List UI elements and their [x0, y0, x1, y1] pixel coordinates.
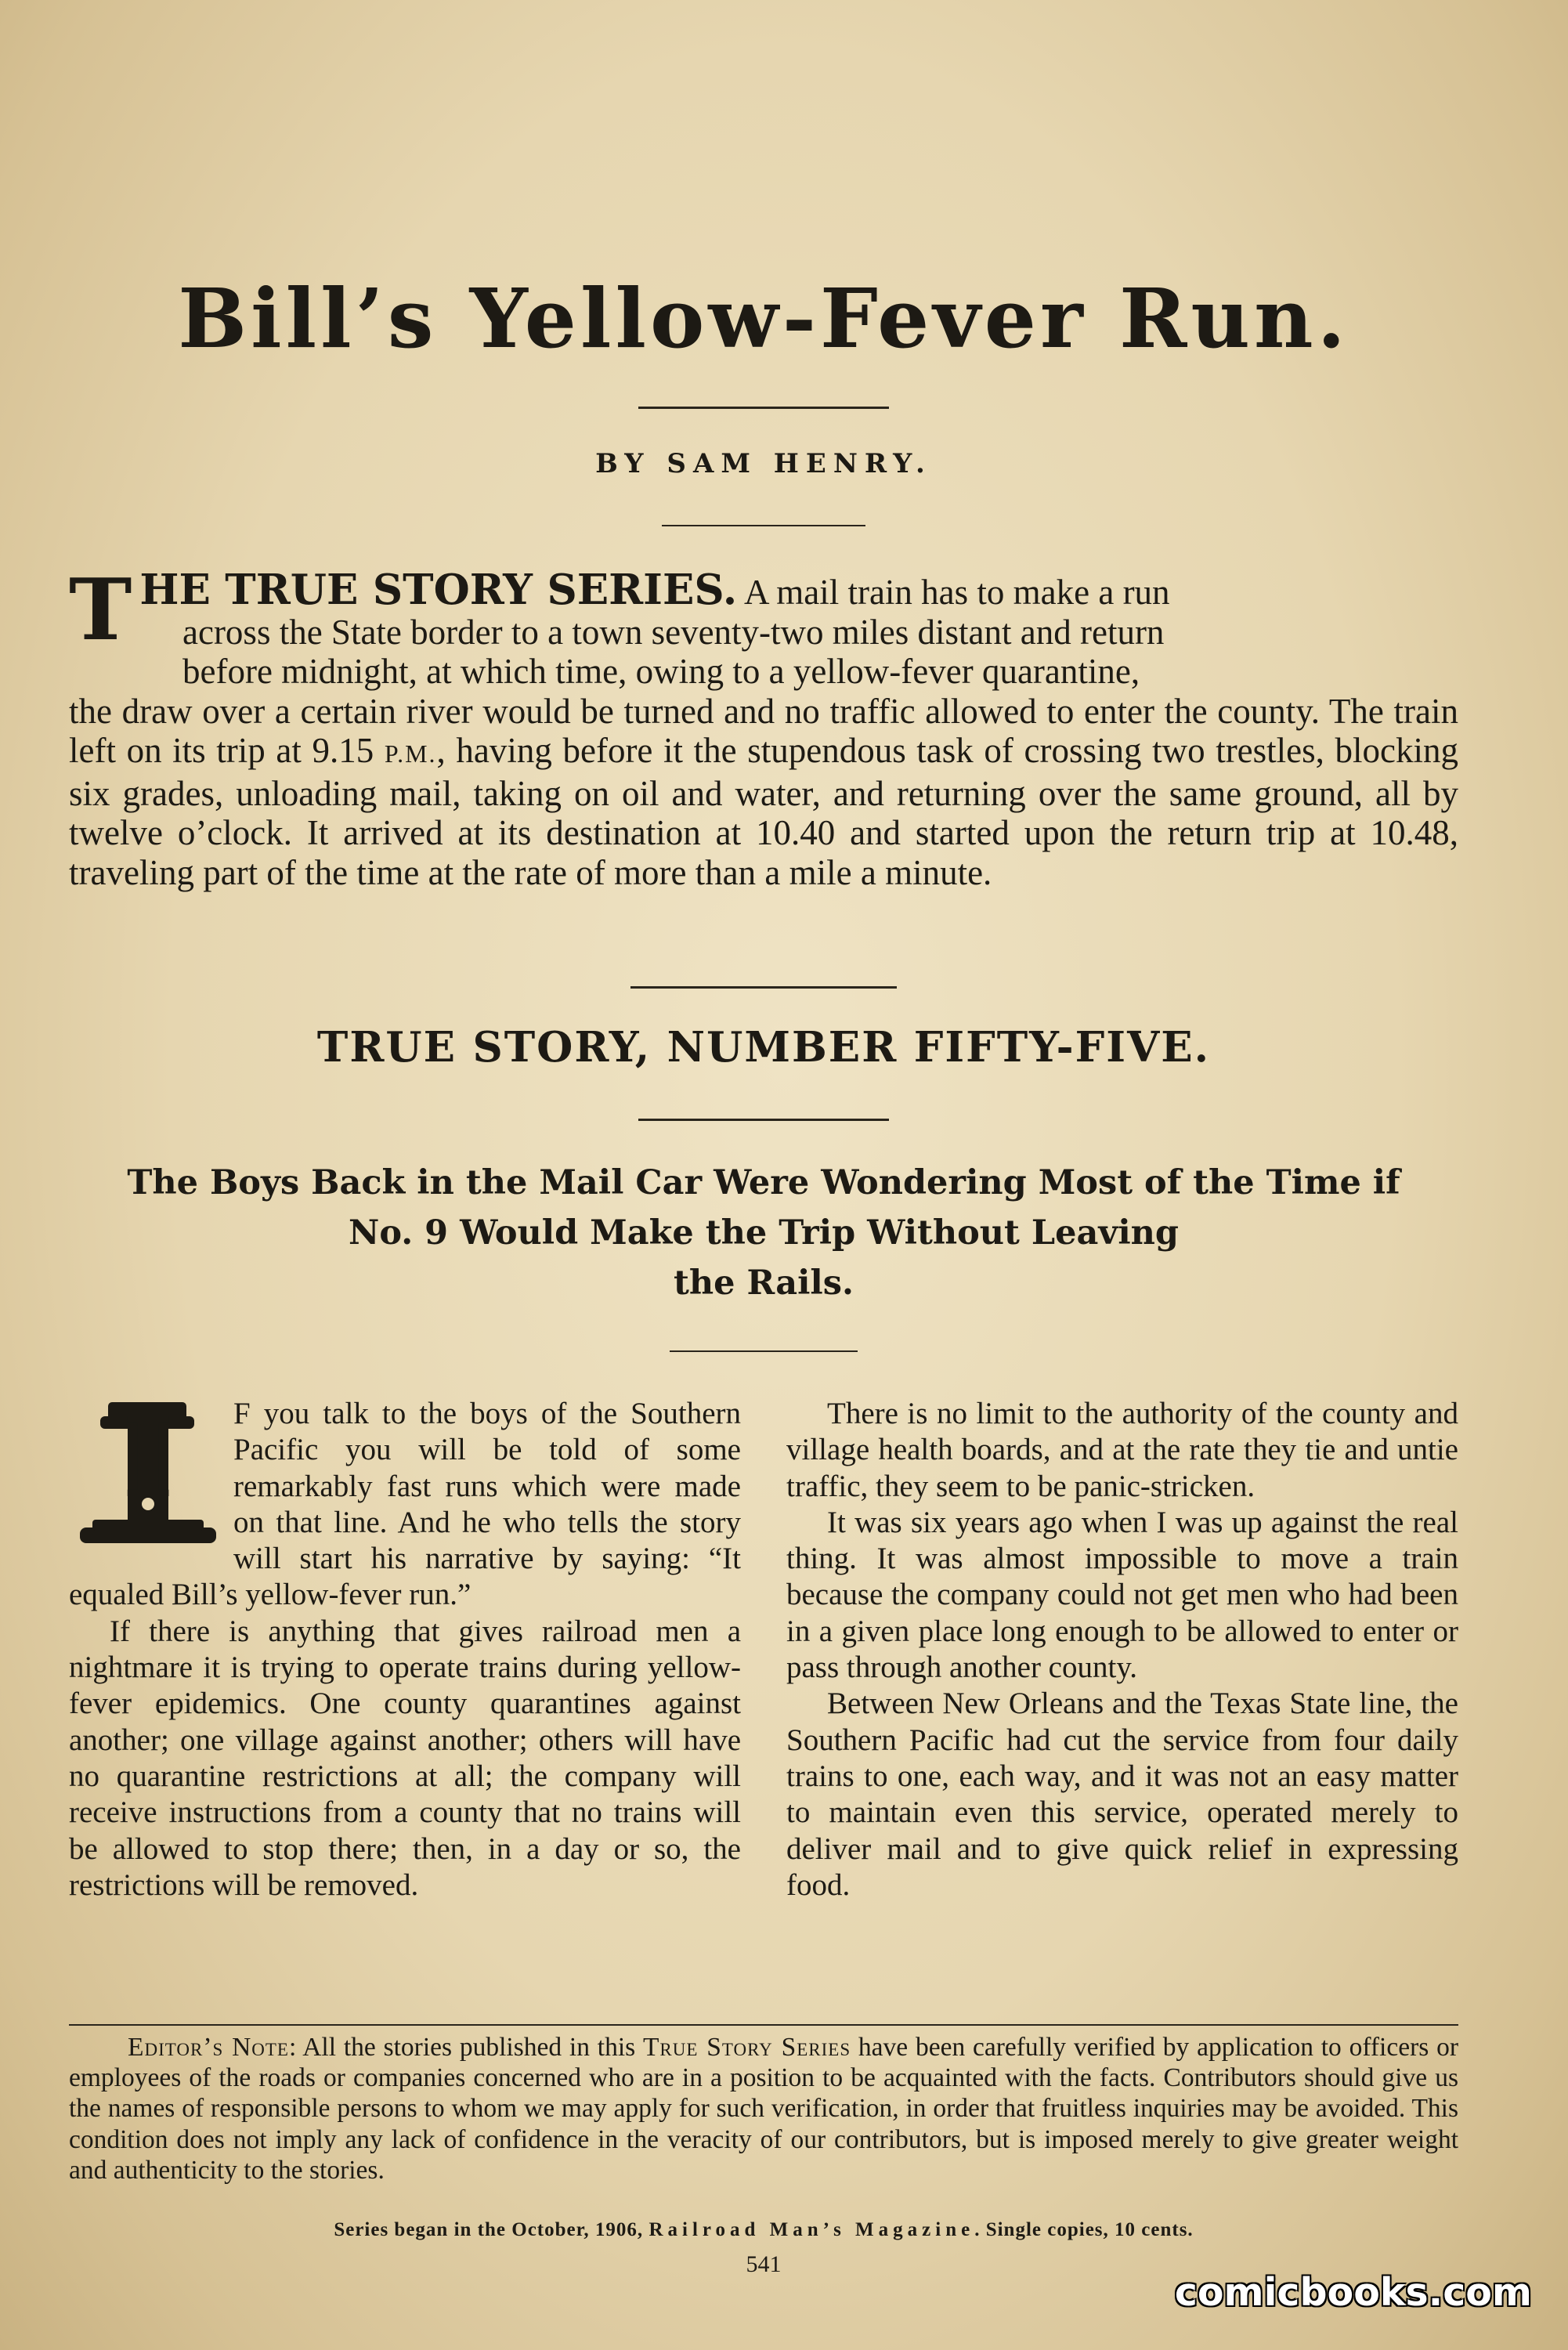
- watermark: comicbooks.com: [1174, 2270, 1532, 2315]
- editors-note-text-a: : All the stories published in this: [288, 2033, 643, 2062]
- byline: BY SAM HENRY.: [595, 448, 932, 479]
- left-paragraph-1-text: F you talk to the boys of the Southern Pacific you will be told of some remarkably fast runs which were made on that line. And he who tells the story will start his narrative by saying: “It equaled Bill’s yellow-fever run.”: [69, 1397, 741, 1612]
- intro-pm: P.M.: [384, 739, 437, 768]
- intro-paragraph: [69, 561, 1458, 892]
- note-rule: [69, 2024, 1458, 2026]
- article-title: Bill’s Yellow-Fever Run.: [178, 270, 1349, 367]
- editors-note-text-b: have been carefully verified by application to officers or employees of the roads or companies concerned who are in a position to be acquainted with the facts. Contributors should give us the names of responsible persons to whom we may apply for such verification, in order that fruitless inquiries may be avoided. This condition does not imply any lack of confidence in the veracity of our contributors, but is imposed merely to give greater weight and authenticity to the stories.: [69, 2033, 1458, 2185]
- left-paragraph-1: [69, 1396, 741, 1614]
- magazine-page: [69, 0, 1458, 2350]
- intro-line1: A mail train has to make a run: [737, 573, 1170, 612]
- number-rule: [638, 1119, 889, 1121]
- left-column: [69, 1396, 741, 1904]
- price-text: . Single copies, 10 cents.: [974, 2219, 1194, 2240]
- deck-line-3: the Rails.: [674, 1264, 854, 1303]
- right-paragraph-1: There is no limit to the authority of the county and village health boards, and at the rate they tie and untie traffic, they seem to be panic-stricken.: [786, 1397, 1458, 1503]
- deck-heading: [69, 1158, 1458, 1308]
- editors-note: [69, 2032, 1458, 2186]
- page-number: 541: [746, 2251, 782, 2277]
- byline-rule: [662, 525, 865, 526]
- drop-cap-rail-icon: [69, 1396, 226, 1560]
- intro-rule: [630, 986, 897, 989]
- intro-line2: across the State border to a town seventy-two miles distant and return: [182, 612, 1165, 652]
- right-column: [786, 1396, 1458, 1904]
- editors-note-label: Editor’s Note: [128, 2033, 289, 2062]
- intro-lead: HE TRUE STORY SERIES.: [139, 566, 738, 614]
- right-paragraph-3: Between New Orleans and the Texas State line, the Southern Pacific had cut the service from four daily trains to one, each way, and it was not an easy matter to maintain even this service, operated merely to deliver mail and to give quick relief in expressing food.: [786, 1687, 1458, 1902]
- intro-line3: before midnight, at which time, owing to a yellow-fever quarantine,: [182, 652, 1140, 691]
- deck-line-2: No. 9 Would Make the Trip Without Leaving: [349, 1213, 1179, 1253]
- series-number-heading: TRUE STORY, NUMBER FIFTY-FIVE.: [316, 1023, 1211, 1072]
- deck-line-1: The Boys Back in the Mail Car Were Wondering Most of the Time if: [127, 1163, 1400, 1202]
- title-rule: [638, 407, 889, 409]
- intro-body-b: , having before it the stupendous task of crossing two trestles, blocking six grades, unloading mail, taking on oil and water, and returning over the same ground, all by twelve o’clock. It arrived at its destination at 10.40 and started upon the return trip at 10.48, traveling part of the time at the rate of more than a mile a minute.: [69, 731, 1458, 892]
- right-paragraph-2: It was six years ago when I was up against the real thing. It was almost impossible to move a train because the company could not get men who had been in a given place long enough to be allowed to enter or pass through another county.: [786, 1505, 1458, 1685]
- intro-body-a: the draw over a certain river would be turned and no traffic allowed to enter the county. The train left on its trip at 9.15: [69, 691, 1458, 770]
- deck-rule: [670, 1350, 858, 1352]
- series-began-line: [69, 2219, 1458, 2241]
- series-began-text: Series began in the October, 1906,: [334, 2219, 649, 2240]
- editors-note-series: True Story Series: [642, 2033, 851, 2062]
- intro-drop-cap: T: [69, 561, 132, 660]
- drop-cap-letter: I: [122, 1396, 174, 1523]
- magazine-name: Railroad Man’s Magazine: [649, 2219, 975, 2240]
- left-paragraph-2: If there is anything that gives railroad men a nightmare it is trying to operate trains during yellow-fever epidemics. One county quarantines against another; one village against another; others will have no quarantine restrictions at all; the company will receive instructions from a county that no trains will be allowed to stop there; then, in a day or so, the restrictions will be removed.: [69, 1614, 741, 1902]
